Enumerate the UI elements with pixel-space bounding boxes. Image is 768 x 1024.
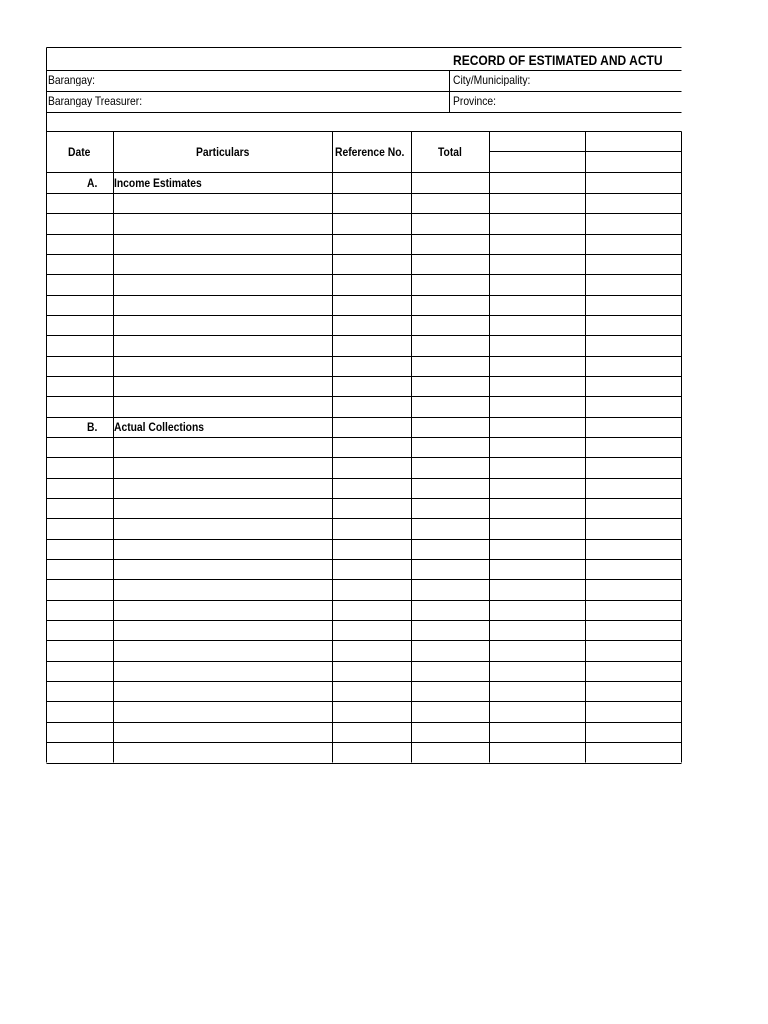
column-header-particulars: Particulars (196, 146, 250, 158)
city-municipality-label: City/Municipality: (453, 74, 531, 86)
section-b-letter: B. (87, 421, 98, 433)
section-a-letter: A. (87, 177, 98, 189)
barangay-label: Barangay: (48, 74, 96, 86)
barangay-treasurer-label: Barangay Treasurer: (48, 95, 143, 107)
column-header-total: Total (438, 146, 462, 158)
province-label: Province: (453, 95, 497, 107)
section-a-label: Income Estimates (114, 177, 202, 189)
form-title: RECORD OF ESTIMATED AND ACTU (453, 53, 663, 67)
section-b-label: Actual Collections (114, 421, 205, 433)
column-header-reference-no: Reference No. (335, 146, 405, 158)
column-header-date: Date (68, 146, 91, 158)
